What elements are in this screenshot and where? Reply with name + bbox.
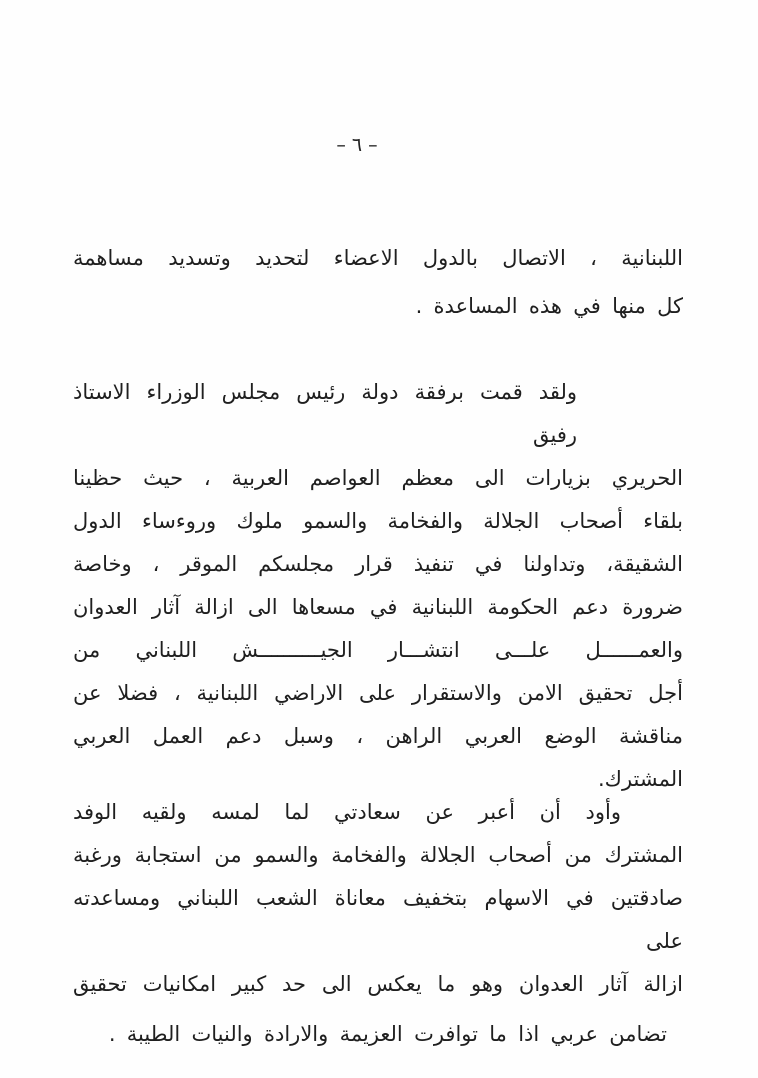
text-line: كل منها في هذه المساعدة . (415, 294, 683, 318)
paragraph-continuation (73, 234, 683, 330)
text-line: المشترك من أصحاب الجلالة والفخامة والسمو من استجابة ورغبة (73, 843, 683, 867)
text-line: أجل تحقيق الامن والاستقرار على الاراضي اللبنانية ، فضلا عن (73, 681, 683, 705)
text-line: ازالة آثار العدوان وهو ما يعكس الى حد كبير امكانيات تحقيق (73, 972, 683, 996)
text-line: ضرورة دعم الحكومة اللبنانية في مسعاها الى ازالة آثار العدوان (73, 595, 683, 619)
page-number: – ٦ – (336, 134, 378, 156)
paragraph-gratitude (73, 791, 683, 1056)
text-line: مناقشة الوضع العربي الراهن ، وسبل دعم العمل العربي المشترك. (73, 724, 683, 791)
text-line: ولقد قمت برفقة دولة رئيس مجلس الوزراء الاستاذ رفيق (73, 380, 577, 447)
text-line: صادقتين في الاسهام بتخفيف معاناة الشعب اللبناني ومساعدته على (73, 886, 683, 953)
text-line: وأود أن أعبر عن سعادتي لما لمسه ولقيه الوفد (73, 800, 621, 824)
paragraph-visits (73, 371, 683, 801)
text-line: الشقيقة، وتداولنا في تنفيذ قرار مجلسكم الموقر ، وخاصة (73, 552, 683, 576)
text-line-kashida: والعمــــــل علـــى انتشـــار الجيــــــــــش اللبناني من (73, 638, 683, 662)
text-line: اللبنانية ، الاتصال بالدول الاعضاء لتحديد وتسديد مساهمة (73, 246, 683, 270)
text-line: تضامن عربي اذا ما توافرت العزيمة والارادة والنيات الطيبة . (108, 1022, 667, 1046)
text-line: الحريري بزيارات الى معظم العواصم العربية ، حيث حظينا (73, 466, 683, 490)
text-line: بلقاء أصحاب الجلالة والفخامة والسمو ملوك وروءساء الدول (73, 509, 683, 533)
